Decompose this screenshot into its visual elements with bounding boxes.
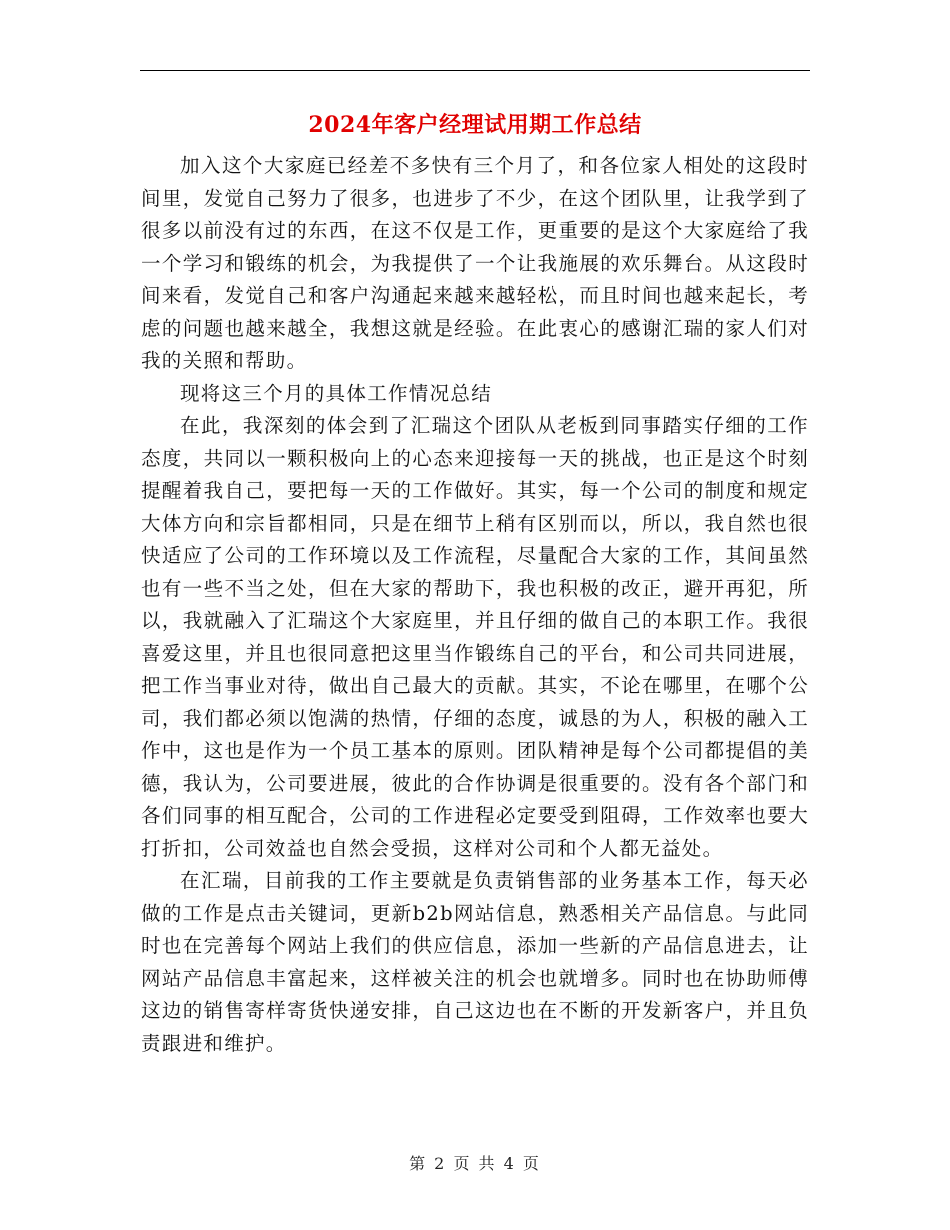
- paragraph-team-attitude: 在此，我深刻的体会到了汇瑞这个团队从老板到同事踏实仔细的工作态度，共同以一颗积极向上的心态来迎接每一天的挑战，也正是这个时刻提醒着我自己，要把每一天的工作做好。其实，每一个公司的制度和规定大体方向和宗旨都相同，只是在细节上稍有区别而以，所以，我自然也很快适应了公司的工作环境以及工作流程，尽量配合大家的工作，其间虽然也有一些不当之处，但在大家的帮助下，我也积极的改正，避开再犯，所以，我就融入了汇瑞这个大家庭里，并且仔细的做自己的本职工作。我很喜爱这里，并且也很同意把这里当作锻练自己的平台，和公司共同进展，把工作当事业对待，做出自己最大的贡献。其实，不论在哪里，在哪个公司，我们都必须以饱满的热情，仔细的态度，诚恳的为人，积极的融入工作中，这也是作为一个员工基本的原则。团队精神是每个公司都提倡的美德，我认为，公司要进展，彼此的合作协调是很重要的。没有各个部门和各们同事的相互配合，公司的工作进程必定要受到阻碍，工作效率也要大打折扣，公司效益也自然会受损，这样对公司和个人都无益处。: [141, 414, 809, 860]
- header-rule: [140, 70, 810, 71]
- document-body: [141, 150, 809, 1060]
- paragraph-current-work: 在汇瑞，目前我的工作主要就是负责销售部的业务基本工作，每天必做的工作是点击关键词，更新b2b网站信息，熟悉相关产品信息。与此同时也在完善每个网站上我们的供应信息，添加一些新的产品信息进去，让网站产品信息丰富起来，这样被关注的机会也就增多。同时也在协助师傅这边的销售寄样寄货快递安排，自己这边也在不断的开发新客户，并且负责跟进和维护。: [141, 869, 809, 1055]
- page-footer: 第 2 页 共 4 页: [409, 1154, 541, 1173]
- document-title: 2024年客户经理试用期工作总结: [308, 112, 642, 138]
- paragraph-summary-heading: 现将这三个月的具体工作情况总结: [180, 381, 493, 405]
- paragraph-intro: 加入这个大家庭已经差不多快有三个月了，和各位家人相处的这段时间里，发觉自己努力了很多，也进步了不少，在这个团队里，让我学到了很多以前没有过的东西，在这不仅是工作，更重要的是这个大家庭给了我一个学习和锻练的机会，为我提供了一个让我施展的欢乐舞台。从这段时间来看，发觉自己和客户沟通起来越来越轻松，而且时间也越来起长，考虑的问题也越来越全，我想这就是经验。在此衷心的感谢汇瑞的家人们对我的关照和帮助。: [141, 154, 809, 372]
